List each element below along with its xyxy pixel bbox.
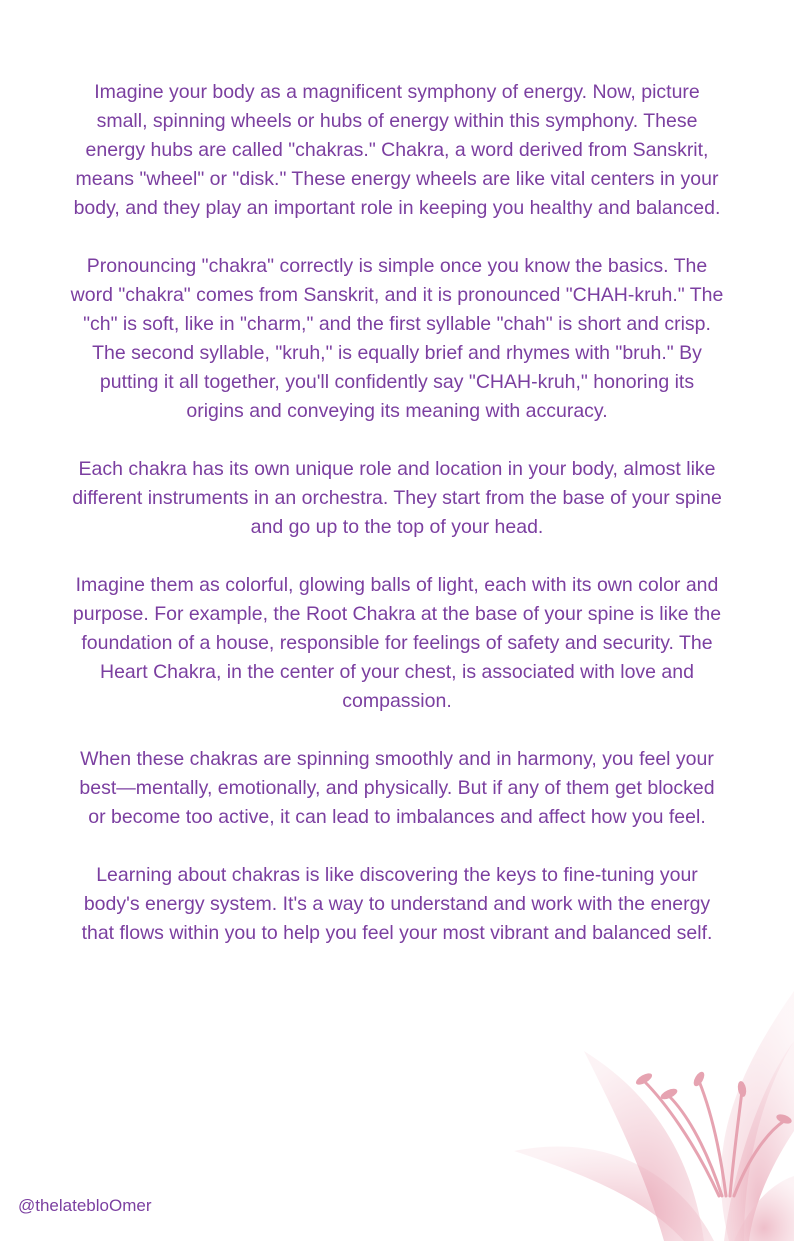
paragraph-6: Learning about chakras is like discovering the keys to fine-tuning your body's energy system. It's a way to understand and work with the energy that flows within you to help you feel your most vibrant and balanced self. [81,864,713,944]
paragraph-1: Imagine your body as a magnificent symphony of energy. Now, picture small, spinning wheels or hubs of energy within this symphony. These energy hubs are called "chakras." Chakra, a word derived from Sanskrit, means "wheel" or "disk." These energy wheels are like vital centers in your body, and they play an important role in keeping you healthy and balanced. [73,81,721,219]
paragraph-3: Each chakra has its own unique role and location in your body, almost like different instruments in an orchestra. They start from the base of your spine and go up to the top of your head. [72,458,722,538]
body-text [70,78,724,977]
paragraph-5: When these chakras are spinning smoothly and in harmony, you feel your best—mentally, emotionally, and physically. But if any of them get blocked or become too active, it can lead to imbalances and affect how you feel. [79,748,715,828]
paragraph-4: Imagine them as colorful, glowing balls of light, each with its own color and purpose. For example, the Root Chakra at the base of your spine is like the foundation of a house, responsible for feelings of safety and security. The Heart Chakra, in the center of your chest, is associated with love and compassion. [72,574,722,712]
lily-flower-icon [494,981,794,1241]
author-handle: @thelatebloOmer [18,1196,152,1215]
paragraph-2: Pronouncing "chakra" correctly is simple once you know the basics. The word "chakra" comes from Sanskrit, and it is pronounced "CHAH-kruh." The "ch" is soft, like in "charm," and the first syllable "chah" is short and crisp. The second syllable, "kruh," is equally brief and rhymes with "bruh." By putting it all together, you'll confidently say "CHAH-kruh," honoring its origins and conveying its meaning with accuracy. [70,255,724,422]
